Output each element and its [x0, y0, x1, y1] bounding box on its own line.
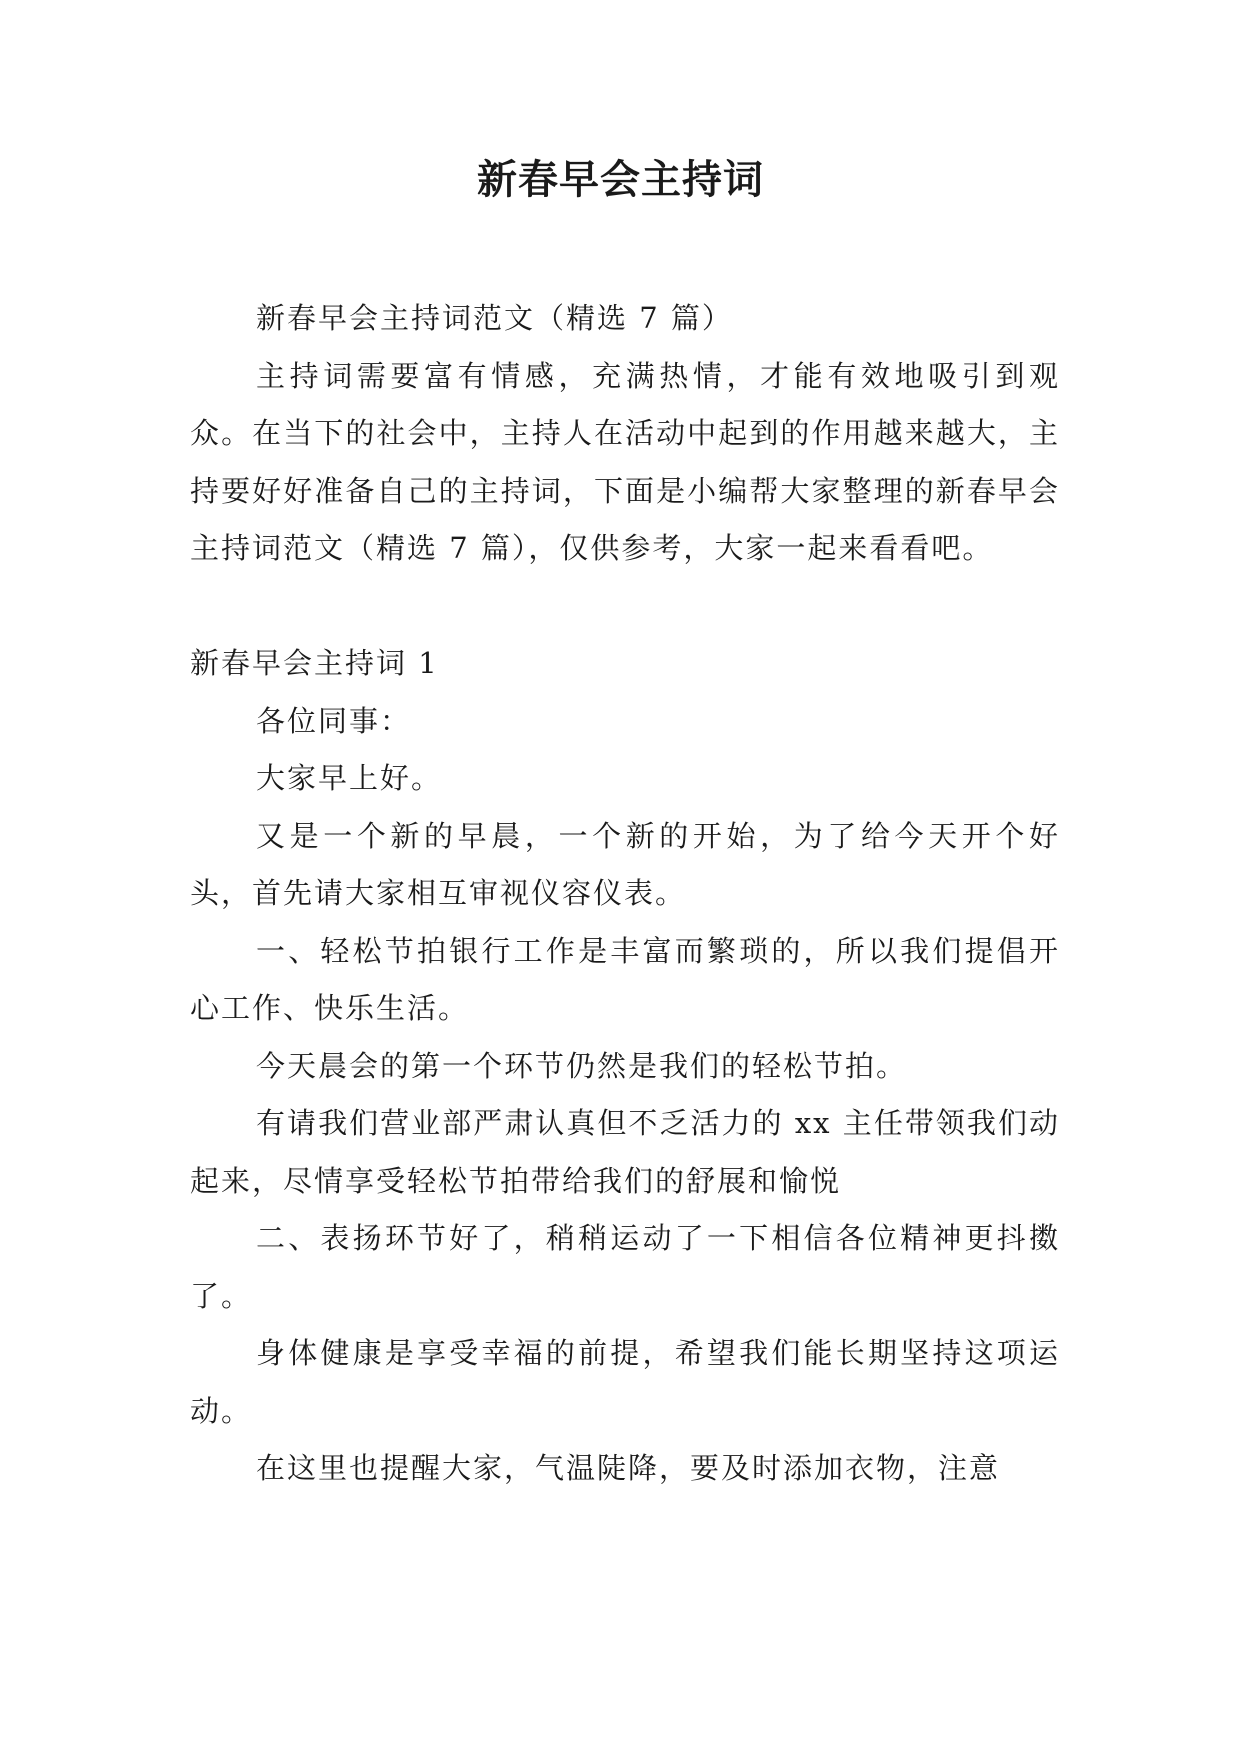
section-gap	[190, 578, 1060, 636]
intro-paragraph: 主持词需要富有情感，充满热情，才能有效地吸引到观众。在当下的社会中，主持人在活动中起到的作用越来越大，主持要好好准备自己的主持词，下面是小编帮大家整理的新春早会主持词范文（精选 7 篇），仅供参考，大家一起来看看吧。	[190, 358, 1060, 565]
paragraph-invite-director: 有请我们营业部严肃认真但不乏活力的 xx 主任带领我们动起来，尽情享受轻松节拍带给我们的舒展和愉悦	[190, 1106, 1060, 1198]
section-heading: 新春早会主持词 1	[190, 646, 439, 680]
paragraph-section-one: 一、轻松节拍银行工作是丰富而繁琐的，所以我们提倡开心工作、快乐生活。	[190, 933, 1060, 1025]
document-body	[190, 290, 1060, 1498]
intro-heading: 新春早会主持词范文（精选 7 篇）	[256, 301, 733, 335]
paragraph-new-morning: 又是一个新的早晨，一个新的开始，为了给今天开个好头，首先请大家相互审视仪容仪表。	[190, 818, 1060, 910]
paragraph-section-two: 二、表扬环节好了，稍稍运动了一下相信各位精神更抖擞了。	[190, 1221, 1060, 1313]
paragraph-first-segment: 今天晨会的第一个环节仍然是我们的轻松节拍。	[256, 1048, 908, 1083]
paragraph-good-morning: 大家早上好。	[256, 761, 443, 795]
paragraph-greeting: 各位同事：	[256, 703, 412, 738]
document-title: 新春早会主持词	[477, 156, 764, 203]
paragraph-health: 身体健康是享受幸福的前提，希望我们能长期坚持这项运动。	[190, 1336, 1060, 1428]
paragraph-reminder: 在这里也提醒大家，气温陡降，要及时添加衣物，注意	[256, 1451, 1001, 1485]
